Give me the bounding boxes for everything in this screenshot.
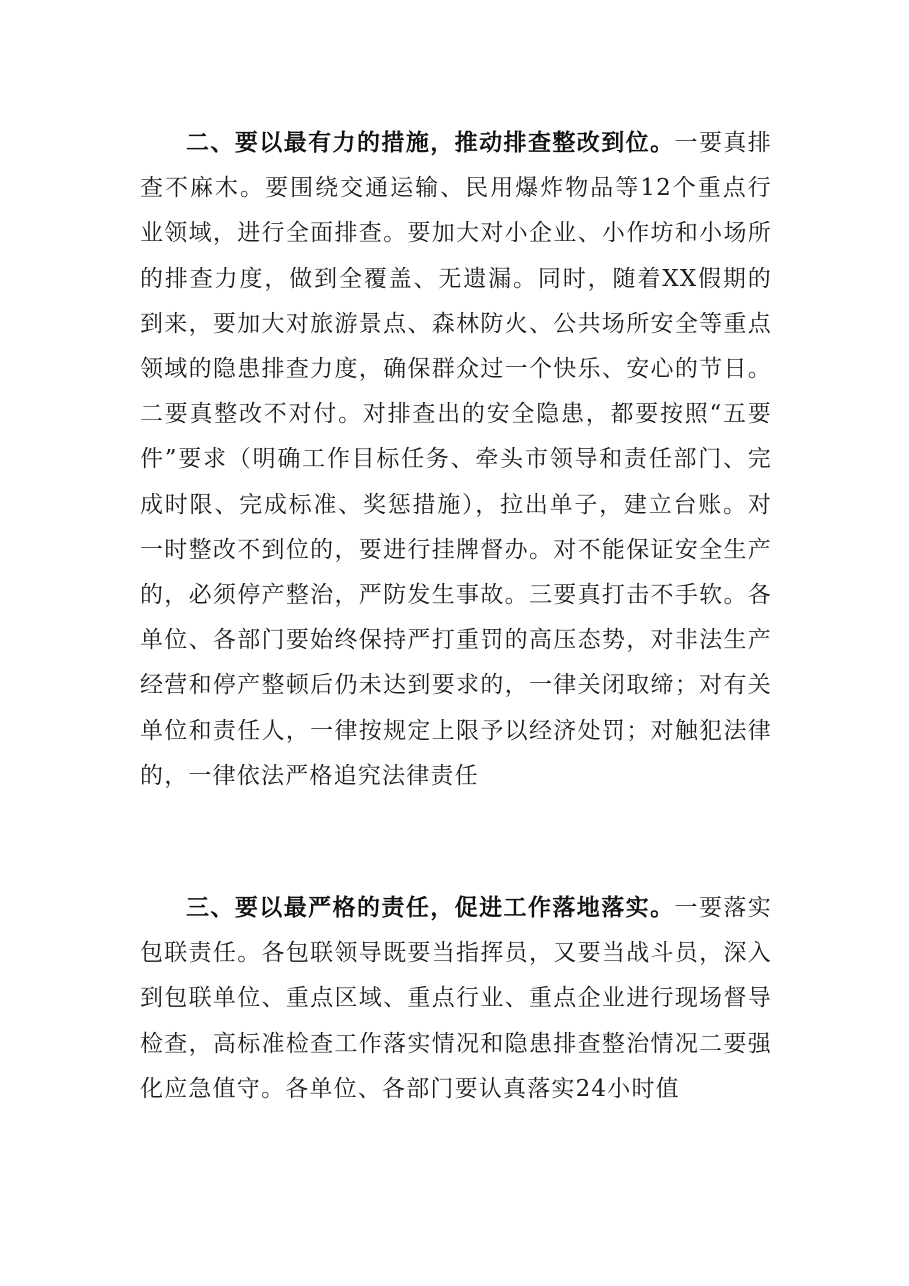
paragraph-section-two [140,121,772,799]
section-two-heading: 二、要以最有力的措施，推动排查整改到位。 [186,130,675,156]
paragraph-section-three [140,886,772,1112]
section-three-body: 一要落实包联责任。各包联领导既要当指挥员，又要当战斗员，深入到包联单位、重点区域、重点行业、重点企业进行现场督导检查，高标准检查工作落实情况和隐患排查整治情况二要强化应急值守。各单位、各部门要认真落实24小时值 [140,895,772,1102]
section-two-body: 一要真排查不麻木。要围绕交通运输、民用爆炸物品等12个重点行业领域，进行全面排查。要加大对小企业、小作坊和小场所的排查力度，做到全覆盖、无遗漏。同时，随着XX假期的到来，要加大对旅游景点、森林防火、公共场所安全等重点领域的隐患排查力度，确保群众过一个快乐、安心的节日。二要真整改不对付。对排查出的安全隐患，都要按照“五要件”要求（明确工作目标任务、牵头市领导和责任部门、完成时限、完成标准、奖惩措施），拉出单子，建立台账。对一时整改不到位的，要进行挂牌督办。对不能保证安全生产的，必须停产整治，严防发生事故。三要真打击不手软。各单位、各部门要始终保持严打重罚的高压态势，对非法生产经营和停产整顿后仍未达到要求的，一律关闭取缔；对有关单位和责任人，一律按规定上限予以经济处罚；对触犯法律的，一律依法严格追究法律责任 [140,130,772,789]
section-three-heading: 三、要以最严格的责任，促进工作落地落实。 [186,895,675,921]
